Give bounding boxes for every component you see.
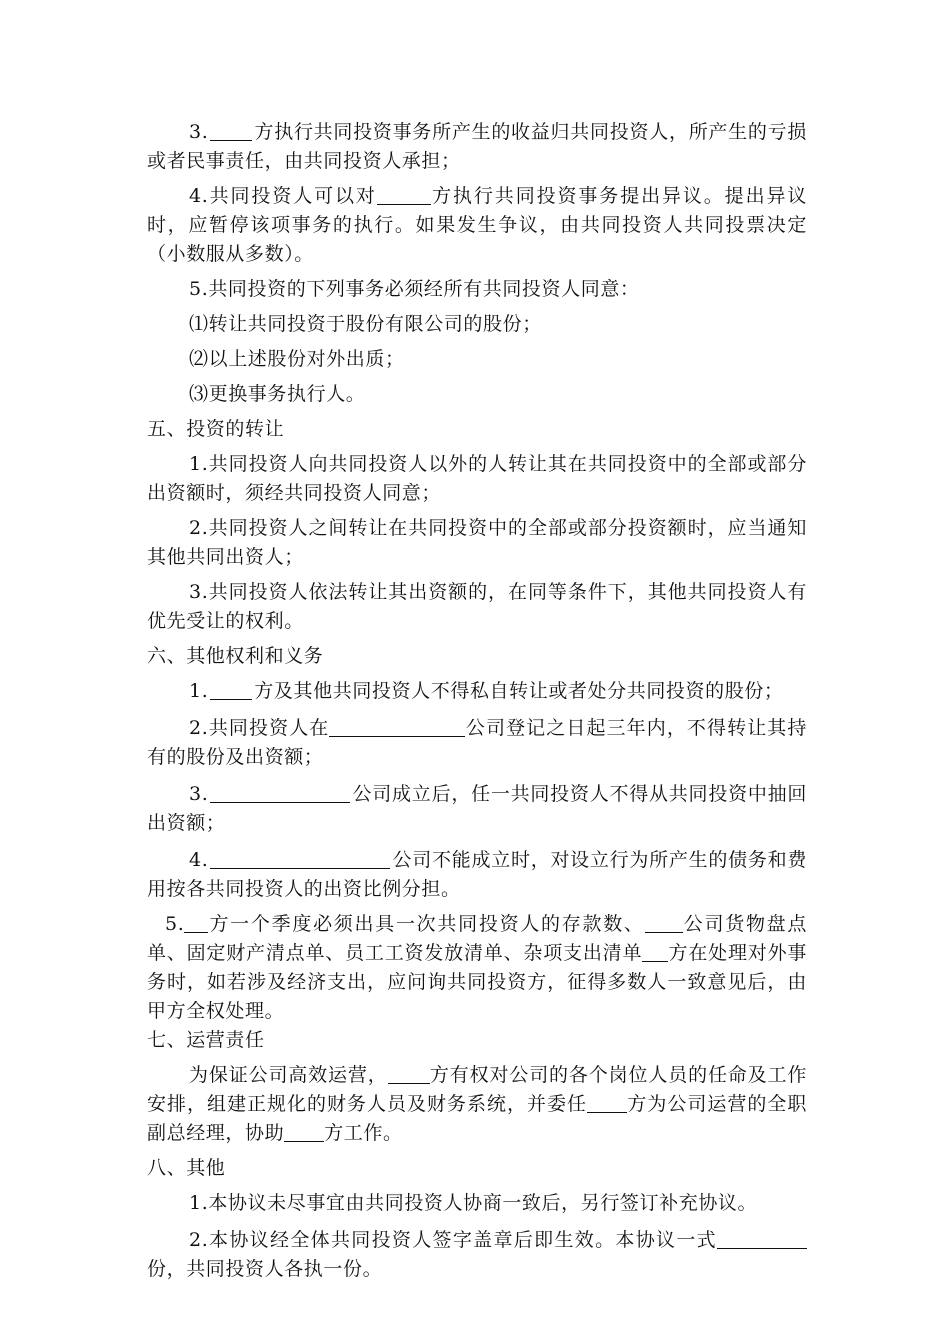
clause-text: 公司登记之日起三年内，不得转让其持有的股份及出资额； xyxy=(147,717,807,768)
document-body xyxy=(147,118,807,1284)
blank-field[interactable] xyxy=(388,1063,430,1084)
clause-6-3 xyxy=(147,780,807,838)
blank-field[interactable] xyxy=(210,120,252,141)
section-heading-5: 五、投资的转让 xyxy=(147,418,285,440)
clause-number: 3. xyxy=(189,121,209,143)
clause-text: 方有权对公司的各个岗位人员的任命及工作安排，组建正规化的财务人员及财务系统，并委任 xyxy=(147,1064,807,1115)
clause-4-5-sub1: ⑴转让共同投资于股份有限公司的股份； xyxy=(189,313,542,335)
clause-text: 2.本协议经全体共同投资人签字盖章后即生效。本协议一式 xyxy=(189,1229,717,1251)
clause-text: 公司成立后，任一共同投资人不得从共同投资中抽回出资额； xyxy=(147,783,807,834)
clause-text: 方执行共同投资事务所产生的收益归共同投资人，所产生的亏损或者民事责任，由共同投资人承担； xyxy=(147,121,807,172)
clause-text: 方及其他共同投资人不得私自转让或者处分共同投资的股份； xyxy=(254,680,784,702)
clause-6-5 xyxy=(147,910,807,1026)
clause-4-5-sub3: ⑶更换事务执行人。 xyxy=(189,383,366,405)
clause-5-3: 3.共同投资人依法转让其出资额的，在同等条件下，其他共同投资人有优先受让的权利。 xyxy=(147,581,807,632)
clause-8-1: 1.本协议未尽事宜由共同投资人协商一致后，另行签订补充协议。 xyxy=(189,1192,758,1214)
clause-4-4 xyxy=(147,182,807,269)
blank-field[interactable] xyxy=(587,1092,627,1113)
clause-text: 份，共同投资人各执一份。 xyxy=(147,1258,383,1280)
clause-8-2 xyxy=(147,1226,807,1284)
clause-text: 为保证公司高效运营， xyxy=(189,1064,388,1086)
clause-text: 2.共同投资人在 xyxy=(189,717,330,739)
blank-field[interactable] xyxy=(210,679,252,700)
clause-text: 方在处理对外事务时，如若涉及经济支出，应问询共同投资方，征得多数人一致意见后，由甲方全权处理。 xyxy=(147,942,807,1022)
clause-5-1: 1.共同投资人向共同投资人以外的人转让其在共同投资中的全部或部分出资额时，须经共同投资人同意； xyxy=(147,453,807,504)
section-heading-6: 六、其他权利和义务 xyxy=(147,645,324,667)
clause-text: 方一个季度必须出具一次共同投资人的存款数、 xyxy=(208,913,645,935)
blank-field[interactable] xyxy=(329,716,465,737)
section-heading-8: 八、其他 xyxy=(147,1157,226,1179)
clause-number: 3. xyxy=(189,783,209,805)
clause-number: 1. xyxy=(189,680,209,702)
blank-field[interactable] xyxy=(717,1228,745,1249)
clause-4-3 xyxy=(147,118,807,176)
clause-6-1 xyxy=(147,677,807,706)
clause-number: 5. xyxy=(165,913,185,935)
clause-4-5-sub2: ⑵以上述股份对外出质； xyxy=(189,348,405,370)
clause-6-2 xyxy=(147,714,807,772)
clause-text: 方执行共同投资事务提出异议。提出异议时，应暂停该项事务的执行。如果发生争议，由共同投资人共同投票决定（小数服从多数）。 xyxy=(147,185,807,265)
clause-4-5: 5.共同投资的下列事务必须经所有共同投资人同意： xyxy=(189,278,640,300)
blank-field[interactable] xyxy=(210,848,390,869)
blank-field[interactable] xyxy=(645,912,683,933)
clause-7 xyxy=(147,1061,807,1148)
blank-field[interactable] xyxy=(210,782,350,803)
clause-number: 4. xyxy=(189,849,209,871)
clause-text: 公司不能成立时，对设立行为所产生的债务和费用按各共同投资人的出资比例分担。 xyxy=(147,849,807,900)
section-heading-7: 七、运营责任 xyxy=(147,1029,265,1051)
clause-text: 公司货物盘点单、固定财产清点单、员工工资发放清单、杂项支出清单 xyxy=(147,913,807,964)
clause-6-4 xyxy=(147,846,807,904)
clause-text: 4.共同投资人可以对 xyxy=(189,185,377,207)
blank-field[interactable] xyxy=(745,1228,807,1249)
clause-text: 方为公司运营的全职副总经理，协助 xyxy=(147,1093,807,1144)
clause-5-2: 2.共同投资人之间转让在共同投资中的全部或部分投资额时，应当通知其他共同出资人； xyxy=(147,517,807,568)
blank-field[interactable] xyxy=(642,941,668,962)
blank-field[interactable] xyxy=(377,184,431,205)
blank-field[interactable] xyxy=(284,1121,324,1142)
blank-field[interactable] xyxy=(184,912,208,933)
clause-text: 方工作。 xyxy=(324,1122,403,1144)
